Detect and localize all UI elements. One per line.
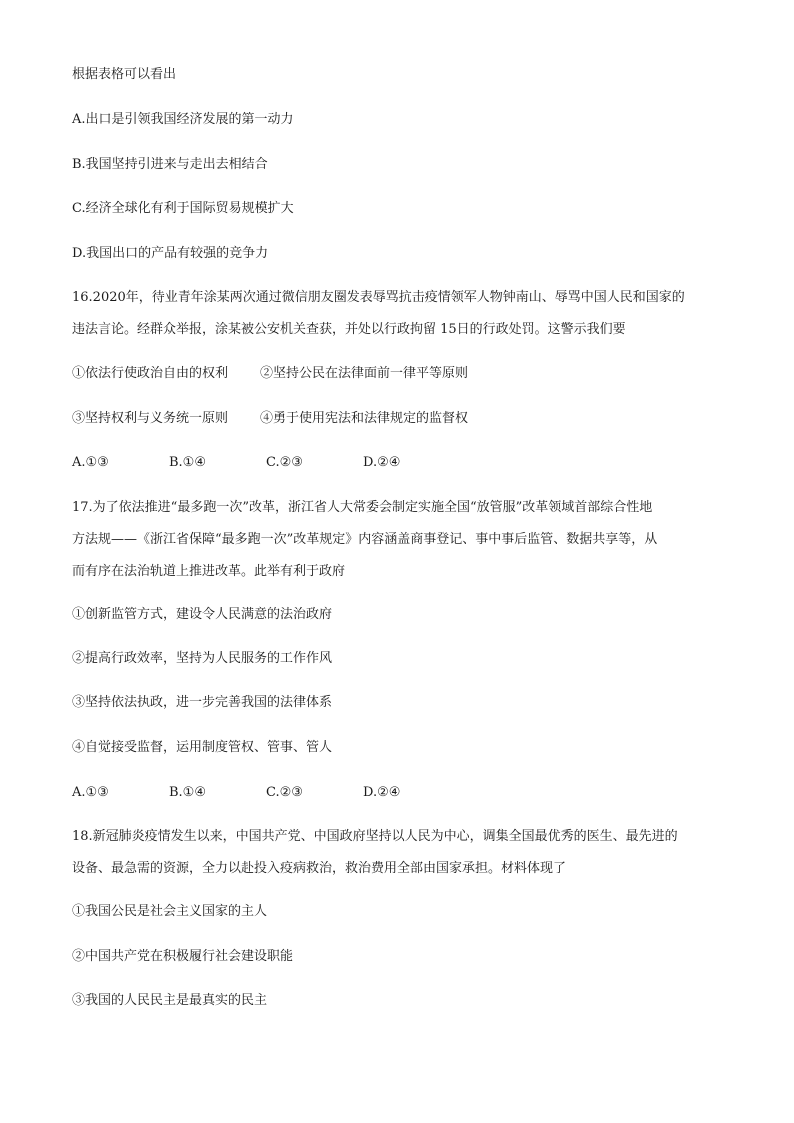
q16-choice-b: B.①④ xyxy=(169,455,206,470)
q16-choice-a: A.①③ xyxy=(72,455,109,470)
q16-statement-2: ②坚持公民在法律面前一律平等原则 xyxy=(260,366,469,381)
q16-choice-d: D.②④ xyxy=(363,455,401,470)
q18-stem-line2: 设备、最急需的资源，全力以赴投入疫病救治，救治费用全部由国家承担。材料体现了 xyxy=(72,861,567,876)
q17-stem-line1: 17.为了依法推进“最多跑一次”改革，浙江省人大常委会制定实施全国“放管服”改革领域首部综合性地 xyxy=(72,500,653,515)
intro-text: 根据表格可以看出 xyxy=(72,67,177,82)
q17-choice-d: D.②④ xyxy=(363,785,401,800)
q15-option-c: C.经济全球化有利于国际贸易规模扩大 xyxy=(72,201,294,216)
q16-choice-c: C.②③ xyxy=(266,455,303,470)
q17-choice-a: A.①③ xyxy=(72,785,109,800)
q16-choices xyxy=(72,454,732,472)
q15-option-a: A.出口是引领我国经济发展的第一动力 xyxy=(72,112,294,127)
q16-statement-3: ③坚持权利与义务统一原则 xyxy=(72,411,229,426)
q17-choices xyxy=(72,784,732,802)
q15-option-d: D.我国出口的产品有较强的竞争力 xyxy=(72,246,269,261)
q15-option-b: B.我国坚持引进来与走出去相结合 xyxy=(72,157,268,172)
q17-stem-line3: 而有序在法治轨道上推进改革。此举有利于政府 xyxy=(72,564,346,579)
q18-statement-3: ③我国的人民民主是最真实的民主 xyxy=(72,993,268,1008)
q17-choice-c: C.②③ xyxy=(266,785,303,800)
q17-choice-b: B.①④ xyxy=(169,785,206,800)
q16-statements-row2 xyxy=(72,410,732,428)
q16-statements-row1 xyxy=(72,365,732,383)
q16-stem-line2: 违法言论。经群众举报，涂某被公安机关查获，并处以行政拘留 15日的行政处罚。这警示我们要 xyxy=(72,322,626,337)
q18-statement-2: ②中国共产党在积极履行社会建设职能 xyxy=(72,949,294,964)
q16-stem-line1: 16.2020年，待业青年涂某两次通过微信朋友圈发表辱骂抗击疫情领军人物钟南山、辱骂中国人民和国家的 xyxy=(72,290,685,305)
q16-statement-1: ①依法行使政治自由的权利 xyxy=(72,366,229,381)
q18-statement-1: ①我国公民是社会主义国家的主人 xyxy=(72,904,268,919)
q18-stem-line1: 18.新冠肺炎疫情发生以来，中国共产党、中国政府坚持以人民为中心，调集全国最优秀的医生、最先进的 xyxy=(72,829,678,844)
q17-statement-4: ④自觉接受监督，运用制度管权、管事、管人 xyxy=(72,740,333,755)
q16-statement-4: ④勇于使用宪法和法律规定的监督权 xyxy=(260,411,469,426)
q17-statement-3: ③坚持依法执政，进一步完善我国的法律体系 xyxy=(72,695,333,710)
q17-statement-1: ①创新监管方式，建设令人民满意的法治政府 xyxy=(72,607,333,622)
q17-statement-2: ②提高行政效率，坚持为人民服务的工作作风 xyxy=(72,651,333,666)
q17-stem-line2: 方法规——《浙江省保障“最多跑一次”改革规定》内容涵盖商事登记、事中事后监管、数据共享等，从 xyxy=(72,532,658,547)
